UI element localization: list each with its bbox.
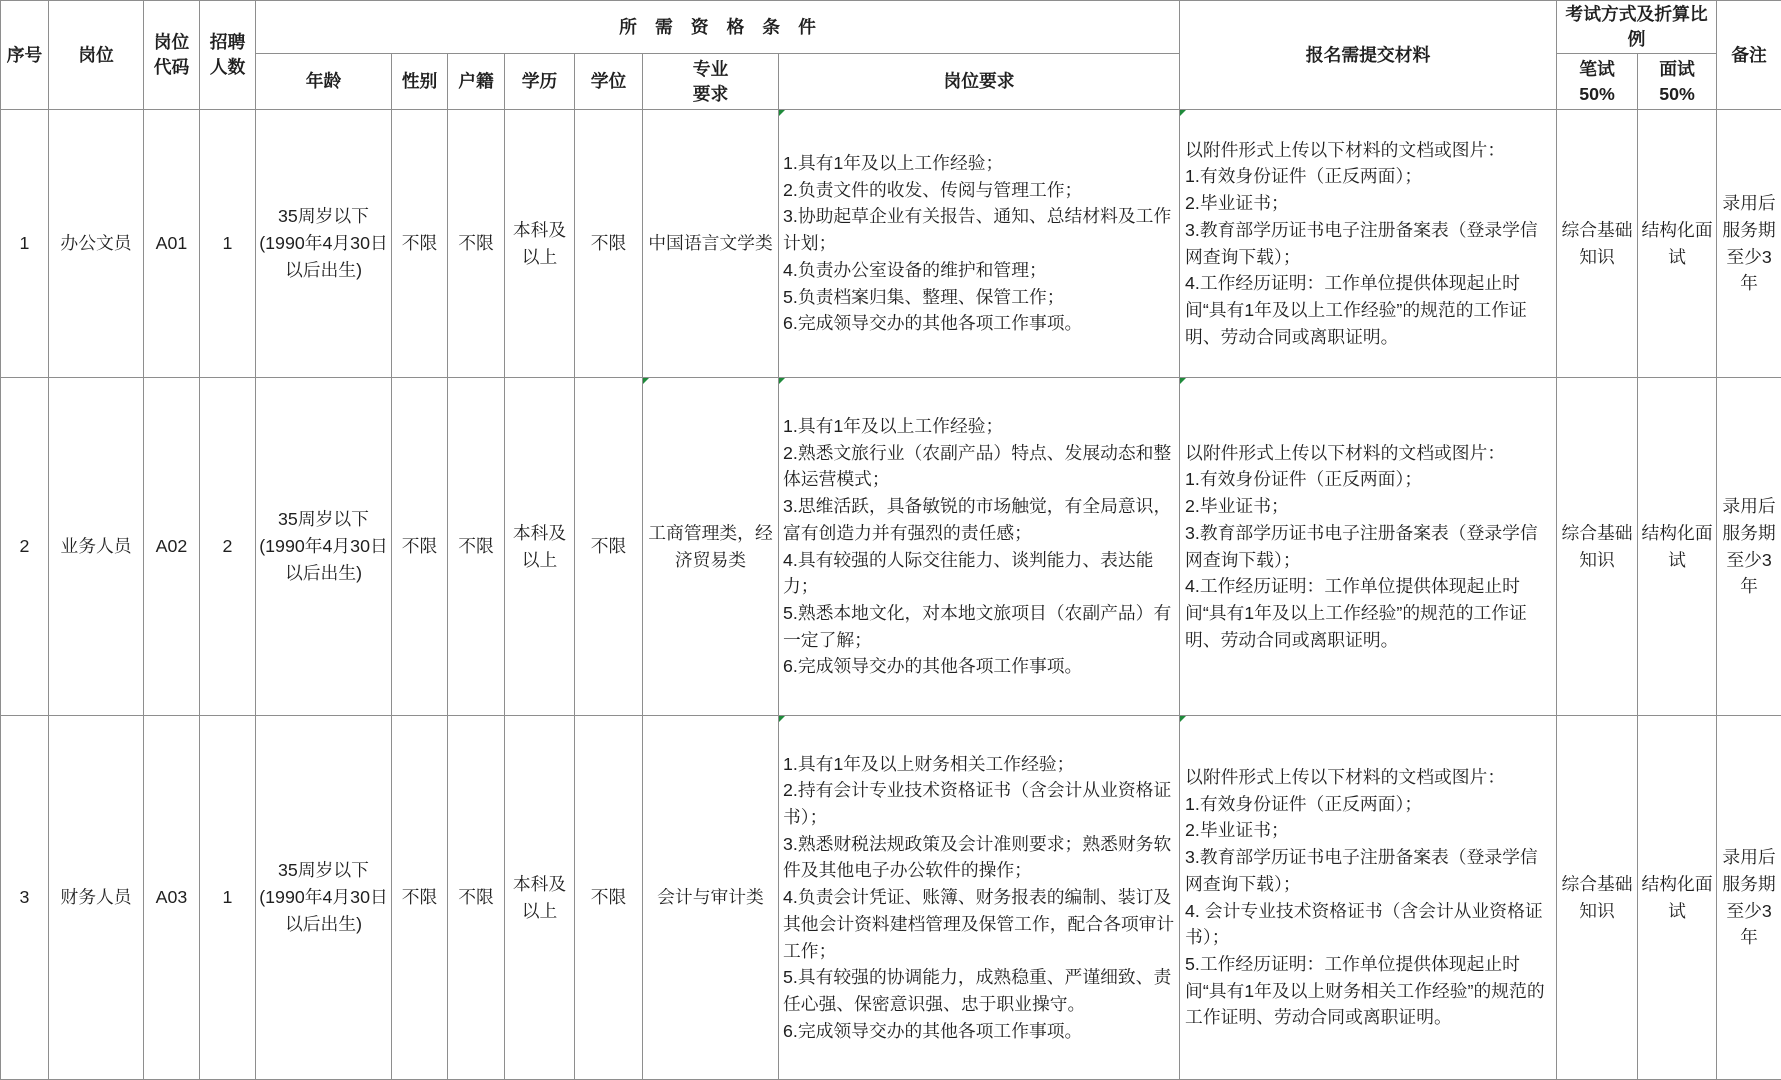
cell-written-exam: 综合基础知识 [1557, 716, 1638, 1080]
cell-household-registration: 不限 [448, 378, 505, 716]
requirement-item: 2.持有会计专业技术资格证书（含会计从业资格证书）； [783, 780, 1172, 828]
cell-age: 35周岁以下 (1990年4月30日 以后出生) [256, 110, 392, 378]
cell-gender: 不限 [392, 716, 448, 1080]
header-degree: 学位 [575, 54, 643, 110]
cell-position: 办公文员 [49, 110, 144, 378]
cell-position-code: A02 [144, 378, 200, 716]
requirement-item: 1.具有1年及以上工作经验； [783, 153, 1004, 174]
requirement-item: 5.具有较强的协调能力，成熟稳重、严谨细致、责任心强、保密意识强、忠于职业操守。 [783, 967, 1172, 1014]
material-item: 3.教育部学历证书电子注册备案表（登录学信网查询下载）； [1185, 847, 1538, 894]
cell-job-requirements [779, 110, 1180, 378]
cell-materials [1180, 716, 1557, 1080]
cell-seq: 2 [1, 378, 49, 716]
table-row [1, 716, 1781, 1080]
material-item: 2.毕业证书； [1185, 496, 1289, 517]
cell-headcount: 1 [200, 716, 256, 1080]
header-job-requirements: 岗位要求 [779, 54, 1180, 110]
material-item: 2.毕业证书； [1185, 193, 1289, 214]
header-headcount: 招聘人数 [200, 1, 256, 110]
header-education: 学历 [505, 54, 575, 110]
written-exam-weight: 50% [1579, 83, 1615, 104]
material-item: 4.工作经历证明：工作单位提供体现起止时间“具有1年及以上工作经验”的规范的工作证明、劳动合同或离职证明。 [1185, 576, 1527, 650]
requirement-item: 6.完成领导交办的其他各项工作事项。 [783, 313, 1083, 334]
cell-education: 本科及以上 [505, 110, 575, 378]
material-item: 4. 会计专业技术资格证书（含会计从业资格证书）； [1185, 900, 1543, 948]
cell-household-registration: 不限 [448, 716, 505, 1080]
cell-position-code: A03 [144, 716, 200, 1080]
header-interview [1638, 54, 1717, 110]
material-item: 1.有效身份证件（正反两面）； [1185, 469, 1423, 490]
header-gender: 性别 [392, 54, 448, 110]
materials-intro: 以附件形式上传以下材料的文档或图片： [1185, 442, 1506, 463]
requirement-item: 3.熟悉财税法规政策及会计准则要求；熟悉财务软件及其他电子办公软件的操作； [783, 833, 1172, 881]
header-major: 专业 要求 [643, 54, 779, 110]
cell-remarks: 录用后服务期至少3年 [1717, 716, 1781, 1080]
material-item: 3.教育部学历证书电子注册备案表（登录学信网查询下载）； [1185, 219, 1538, 267]
header-household-registration: 户籍 [448, 54, 505, 110]
material-item: 1.有效身份证件（正反两面）； [1185, 166, 1423, 187]
cell-age: 35周岁以下 (1990年4月30日 以后出生) [256, 716, 392, 1080]
requirement-item: 4.具有较强的人际交往能力、谈判能力、表达能力； [783, 549, 1154, 597]
cell-major: 工商管理类，经济贸易类 [643, 378, 779, 716]
cell-education: 本科及以上 [505, 716, 575, 1080]
header-remarks: 备注 [1717, 1, 1781, 110]
cell-position: 业务人员 [49, 378, 144, 716]
cell-materials [1180, 110, 1557, 378]
requirement-item: 4.负责办公室设备的维护和管理； [783, 259, 1047, 280]
requirement-item: 3.协助起草企业有关报告、通知、总结材料及工作计划； [783, 206, 1172, 254]
cell-remarks: 录用后服务期至少3年 [1717, 378, 1781, 716]
table-row [1, 378, 1781, 716]
cell-headcount: 2 [200, 378, 256, 716]
cell-interview: 结构化面试 [1638, 378, 1717, 716]
written-exam-label: 笔试 [1579, 58, 1615, 79]
cell-seq: 1 [1, 110, 49, 378]
cell-written-exam: 综合基础知识 [1557, 378, 1638, 716]
cell-position: 财务人员 [49, 716, 144, 1080]
interview-weight: 50% [1659, 83, 1695, 104]
cell-household-registration: 不限 [448, 110, 505, 378]
requirement-item: 1.具有1年及以上工作经验； [783, 415, 1004, 436]
cell-headcount: 1 [200, 110, 256, 378]
cell-gender: 不限 [392, 110, 448, 378]
header-position-code: 岗位代码 [144, 1, 200, 110]
header-seq: 序号 [1, 1, 49, 110]
requirement-item: 1.具有1年及以上财务相关工作经验； [783, 753, 1075, 774]
requirement-item: 4.负责会计凭证、账簿、财务报表的编制、装订及其他会计资料建档管理及保管工作，配合各项审计工作； [783, 887, 1175, 961]
header-position: 岗位 [49, 1, 144, 110]
cell-job-requirements [779, 378, 1180, 716]
requirement-item: 3.思维活跃，具备敏锐的市场触觉，有全局意识，富有创造力并有强烈的责任感； [783, 496, 1172, 543]
requirement-item: 5.熟悉本地文化，对本地文旅项目（农副产品）有一定了解； [783, 602, 1172, 650]
material-item: 2.毕业证书； [1185, 820, 1289, 841]
table-body [1, 110, 1781, 1080]
table-header [1, 1, 1781, 110]
cell-job-requirements [779, 716, 1180, 1080]
materials-intro: 以附件形式上传以下材料的文档或图片： [1185, 139, 1506, 160]
header-age: 年龄 [256, 54, 392, 110]
requirement-item: 6.完成领导交办的其他各项工作事项。 [783, 656, 1083, 677]
cell-written-exam: 综合基础知识 [1557, 110, 1638, 378]
materials-intro: 以附件形式上传以下材料的文档或图片： [1185, 766, 1506, 787]
header-qualifications: 所需资格条件 [256, 1, 1180, 54]
table-row [1, 110, 1781, 378]
requirement-item: 5.负责档案归集、整理、保管工作； [783, 286, 1065, 307]
material-item: 3.教育部学历证书电子注册备案表（登录学信网查询下载）； [1185, 522, 1538, 570]
cell-position-code: A01 [144, 110, 200, 378]
material-item: 5.工作经历证明：工作单位提供体现起止时间“具有1年及以上财务相关工作经验”的规范的工作证明、劳动合同或离职证明。 [1185, 953, 1545, 1028]
cell-interview: 结构化面试 [1638, 716, 1717, 1080]
requirement-item: 2.负责文件的收发、传阅与管理工作； [783, 179, 1083, 200]
header-exam-method: 考试方式及折算比例 [1557, 1, 1717, 54]
material-item: 4.工作经历证明：工作单位提供体现起止时间“具有1年及以上工作经验”的规范的工作证明、劳动合同或离职证明。 [1185, 273, 1527, 347]
header-written-exam [1557, 54, 1638, 110]
interview-label: 面试 [1659, 58, 1695, 79]
material-item: 1.有效身份证件（正反两面）； [1185, 793, 1423, 814]
cell-interview: 结构化面试 [1638, 110, 1717, 378]
header-row-top [1, 1, 1781, 54]
cell-seq: 3 [1, 716, 49, 1080]
cell-age: 35周岁以下 (1990年4月30日 以后出生) [256, 378, 392, 716]
cell-education: 本科及以上 [505, 378, 575, 716]
cell-degree: 不限 [575, 716, 643, 1080]
cell-remarks: 录用后服务期至少3年 [1717, 110, 1781, 378]
cell-major: 会计与审计类 [643, 716, 779, 1080]
cell-degree: 不限 [575, 378, 643, 716]
cell-gender: 不限 [392, 378, 448, 716]
cell-major: 中国语言文学类 [643, 110, 779, 378]
header-materials: 报名需提交材料 [1180, 1, 1557, 110]
requirement-item: 6.完成领导交办的其他各项工作事项。 [783, 1020, 1083, 1041]
requirement-item: 2.熟悉文旅行业（农副产品）特点、发展动态和整体运营模式； [783, 442, 1172, 490]
cell-degree: 不限 [575, 110, 643, 378]
cell-materials [1180, 378, 1557, 716]
